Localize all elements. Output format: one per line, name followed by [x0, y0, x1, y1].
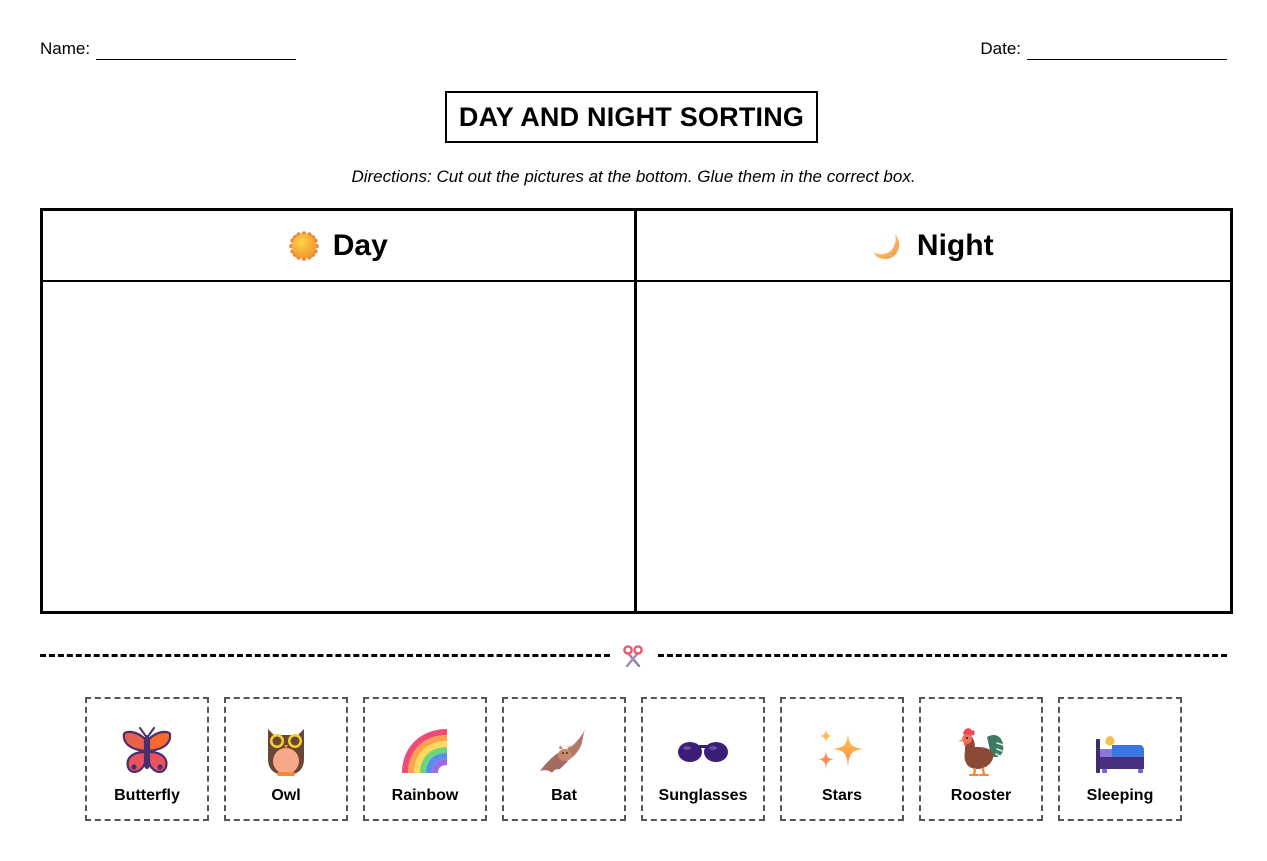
- night-column-label: Night: [916, 228, 994, 262]
- date-field[interactable]: [980, 38, 1227, 60]
- card-label: Butterfly: [114, 787, 180, 804]
- scissors-icon: [622, 645, 644, 667]
- cut-line: [40, 645, 1227, 667]
- card-sleeping[interactable]: [1058, 697, 1182, 821]
- page-title: DAY AND NIGHT SORTING: [445, 91, 818, 143]
- directions-text: Directions: Cut out the pictures at the bottom. Glue them in the correct box.: [351, 167, 916, 186]
- rooster-icon: [955, 725, 1007, 777]
- date-blank-line[interactable]: [1027, 43, 1227, 60]
- card-label: Bat: [551, 787, 577, 804]
- card-label: Stars: [821, 787, 863, 804]
- card-label: Sunglasses: [658, 787, 748, 804]
- header-row: [40, 38, 1227, 60]
- sun-icon: [289, 231, 319, 261]
- crescent-moon-icon: [873, 231, 903, 261]
- day-column-header: [43, 211, 637, 282]
- card-label: Rooster: [950, 787, 1012, 804]
- card-rainbow[interactable]: [363, 697, 487, 821]
- card-bat[interactable]: [502, 697, 626, 821]
- name-blank-line[interactable]: [96, 43, 296, 60]
- sunglasses-icon: [677, 725, 729, 777]
- cut-line-left: [40, 654, 610, 657]
- card-rooster[interactable]: [919, 697, 1043, 821]
- night-column-header: [637, 211, 1231, 282]
- date-label: Date:: [980, 39, 1021, 58]
- butterfly-icon: [121, 725, 173, 777]
- sparkles-icon: [816, 725, 868, 777]
- bat-icon: [538, 725, 590, 777]
- card-sunglasses[interactable]: [641, 697, 765, 821]
- day-column-label: Day: [332, 228, 388, 262]
- person-in-bed-icon: [1094, 725, 1146, 777]
- day-drop-area[interactable]: [43, 282, 637, 611]
- card-label: Sleeping: [1086, 787, 1154, 804]
- sorting-table: [40, 208, 1233, 614]
- cutout-cards: [85, 697, 1182, 821]
- card-label: Rainbow: [391, 787, 459, 804]
- card-butterfly[interactable]: [85, 697, 209, 821]
- card-owl[interactable]: [224, 697, 348, 821]
- card-label: Owl: [271, 787, 301, 804]
- night-drop-area[interactable]: [637, 282, 1231, 611]
- cut-line-right: [658, 654, 1227, 657]
- name-label: Name:: [40, 39, 91, 58]
- name-field[interactable]: [40, 38, 296, 60]
- owl-icon: [260, 725, 312, 777]
- card-stars[interactable]: [780, 697, 904, 821]
- rainbow-icon: [399, 725, 451, 777]
